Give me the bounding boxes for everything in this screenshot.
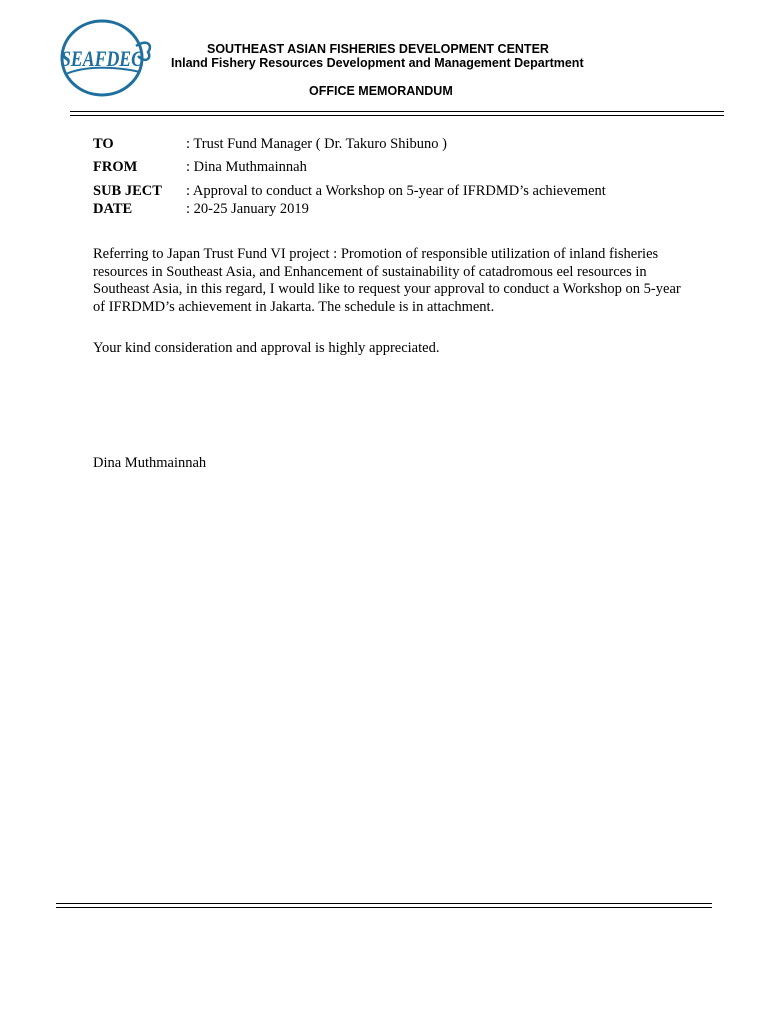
from-value: : Dina Muthmainnah bbox=[186, 159, 307, 175]
header-rule-bottom bbox=[70, 115, 724, 116]
seafdec-logo bbox=[56, 16, 154, 98]
date-label: DATE bbox=[93, 201, 133, 217]
header-rule-top bbox=[70, 111, 724, 112]
to-value: : Trust Fund Manager ( Dr. Takuro Shibuno ) bbox=[186, 136, 447, 152]
signature: Dina Muthmainnah bbox=[93, 455, 207, 471]
subject-label: SUB JECT bbox=[93, 183, 162, 199]
to-label: TO bbox=[93, 136, 114, 152]
logo-text: SEAFDEC bbox=[61, 46, 144, 71]
from-label: FROM bbox=[93, 159, 138, 175]
body-line: Southeast Asia, in this regard, I would like to request your approval to conduct a Workshop on 5-year bbox=[93, 281, 681, 298]
body-line: Referring to Japan Trust Fund VI project : Promotion of responsible utilization of inland fisheries bbox=[93, 246, 659, 262]
footer-rule-top bbox=[56, 903, 712, 904]
body-line: of IFRDMD’s achievement in Jakarta. The schedule is in attachment. bbox=[93, 298, 495, 315]
footer-rule-bottom bbox=[56, 907, 712, 908]
document-type: OFFICE MEMORANDUM bbox=[309, 84, 453, 98]
closing-paragraph: Your kind consideration and approval is highly appreciated. bbox=[93, 340, 440, 356]
subject-value: : Approval to conduct a Workshop on 5-year of IFRDMD’s achievement bbox=[186, 183, 606, 199]
date-value: : 20-25 January 2019 bbox=[186, 201, 309, 217]
body-paragraph bbox=[93, 246, 681, 316]
organization-name: SOUTHEAST ASIAN FISHERIES DEVELOPMENT CENTER bbox=[207, 42, 549, 56]
department-name: Inland Fishery Resources Development and Management Department bbox=[171, 56, 584, 70]
body-line: resources in Southeast Asia, and Enhancement of sustainability of catadromous eel resources in bbox=[93, 263, 647, 280]
